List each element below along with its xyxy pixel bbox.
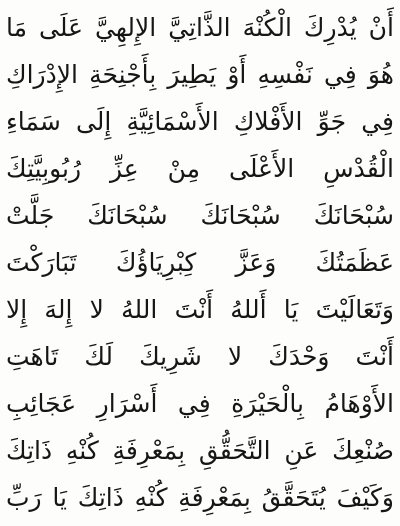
text-line-9: الأَوْهَامُ بِالْحَيْرَةِ فِي أَسْرَارِ عَجَائِبِ bbox=[6, 389, 394, 418]
text-line-4: الْقُدْسِ الأَعْلَى مِنْ عِزِّ رُبُوبِيَّتِكَ bbox=[6, 154, 394, 183]
text-line-1: أَنْ يُدْرِكَ الْكُنْهَ الذَّاتِيَّ الإِلهِيَّ عَلَى مَا bbox=[6, 13, 394, 42]
text-line-3: فِي جَوِّ الأَفْلاكِ الأَسْمَائِيَّةِ إِلَى سَمَاءِ bbox=[6, 107, 394, 136]
text-line-10: صُنْعِكَ عَنِ التَّحَقُّقِ بِمَعْرِفَةِ كُنْهِ ذَاتِكَ bbox=[6, 436, 394, 465]
text-line-11: وَكَيْفَ يُتَحَقَّقُ بِمَعْرِفَةِ كُنْهِ ذَاتِكَ يَا رَبِّ bbox=[6, 483, 394, 512]
text-line-8: أَنْتَ وَحْدَكَ لا شَرِيكَ لَكَ تَاهَتِ bbox=[6, 342, 394, 371]
text-line-2: هُوَ فِي نَفْسِهِ أَوْ يَطِيرَ بِأَجْنِحَةِ الإِدْرَاكِ bbox=[6, 60, 394, 89]
text-line-7: وَتَعَالَيْتَ يَا أَللهُ أَنْتَ اللهُ لا إِلهَ إِلا bbox=[6, 295, 394, 324]
arabic-prayer-text bbox=[6, 4, 394, 521]
text-line-5: سُبْحَانَكَ سُبْحَانَكَ سُبْحَانَكَ جَلَّتْ bbox=[6, 201, 394, 230]
text-line-6: عَظَمَتُكَ وَعَزَّ كِبْرِيَاؤُكَ تَبَارَكْتَ bbox=[6, 248, 394, 277]
